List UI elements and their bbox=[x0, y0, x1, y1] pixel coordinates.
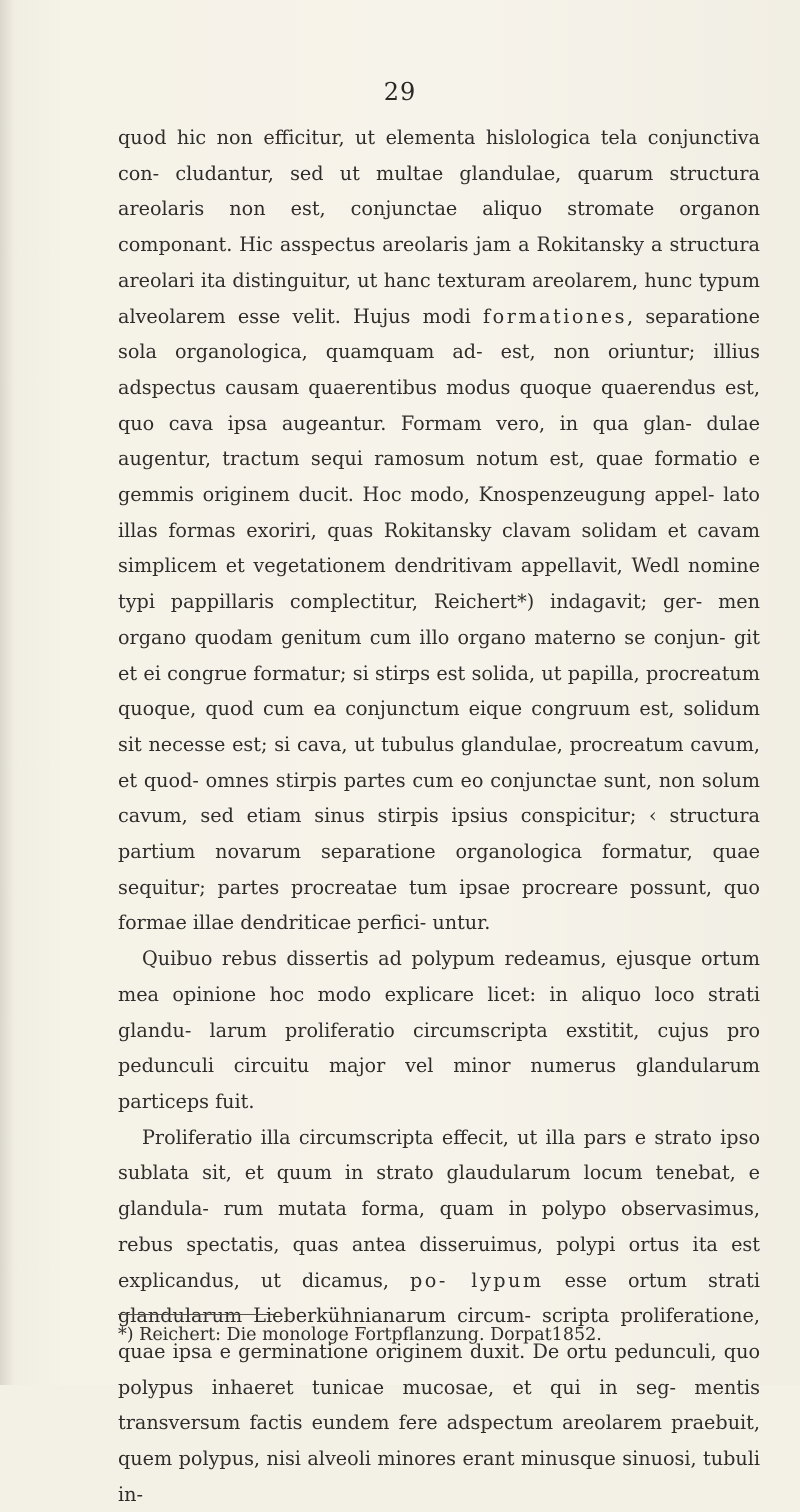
paragraph-1 bbox=[118, 120, 760, 941]
footnote-divider bbox=[118, 1314, 276, 1315]
paragraph-3-text-a: Proliferatio illa circumscripta effecit, ut illa pars e strato ipso sublata sit, et quum in strato glaudularum locum tenebat, e glandula- rum mutata forma, quam in polypo observasimus, rebus spectatis, quas antea disseruimus, polypi ortus ita est explicandus, ut dicamus, bbox=[118, 1125, 760, 1292]
paragraph-1-spaced-term: formationes bbox=[483, 304, 627, 328]
paragraph-1-text-a: quod hic non efficitur, ut elementa hislologica tela conjunctiva con- cludantur, sed ut multae glandulae, quarum structura areolaris non est, conjunctae aliquo stromate organon componant. Hic asspectus areolaris jam a Rokitansky a structura areolari ita distinguitur, ut hanc texturam areolarem, hunc typum alveolarem esse velit. Hujus modi bbox=[118, 126, 760, 328]
paragraph-3 bbox=[118, 1120, 760, 1512]
footnote: *) Reichert: Die monologe Fortpflanzung. Dorpat1852. bbox=[118, 1325, 602, 1345]
paragraph-2: Quibuo rebus dissertis ad polypum redeamus, ejusque ortum mea opinione hoc modo explicare licet: in aliquo loco strati glandu- larum proliferatio circumscripta exstitit, cujus pro pedunculi circuitu major vel minor numerus glandularum particeps fuit. bbox=[118, 947, 760, 1113]
paragraph-1-text-b: , separatione sola organologica, quamquam ad- est, non oriuntur; illius adspectus causam quaerentibus modus quoque quaerendus est, quo cava ipsa augeantur. Formam vero, in qua glan- dulae augentur, tractum sequi ramosum notum est, quae formatio e gemmis originem ducit. Hoc modo, Knospenzeugung appel- lato illas formas exoriri, quas Rokitansky clavam solidam et cavam simplicem et vegetationem dendritivam appellavit, Wedl nomine typi pappillaris complectitur, Reichert*) indagavit; ger- men organo quodam genitum cum illo organo materno se conjun- git et ei congrue formatur; si stirps est solida, ut papilla, procreatum quoque, quod cum ea conjunctum eique congruum est, solidum sit necesse est; si cava, ut tubulus glandulae, procreatum cavum, et quod- omnes stirpis partes cum eo conjunctae sunt, non solum cavum, sed etiam sinus stirpis ipsius conspicitur; ‹ structura partium novarum separatione organologica formatur, quae sequitur; partes procreatae tum ipsae procreare possunt, quo formae illae dendriticae perfici- untur. bbox=[118, 304, 760, 935]
page-number: 29 bbox=[383, 78, 417, 106]
spine-shadow bbox=[0, 0, 14, 1385]
body-text bbox=[118, 120, 760, 1512]
paragraph-3-text-b: esse ortum strati glandularum Lieberkühnianarum circum- scripta proliferatione, quae ipsa e germinatione originem duxit. De ortu pedunculi, quo polypus inhaeret tunicae mucosae, et qui in seg- mentis transversum factis eundem fere adspectum areolarem praebuit, quem polypus, nisi alveoli minores erant minusque sinuosi, tubuli in- bbox=[118, 1268, 760, 1506]
paragraph-3-spaced-term: po- lypum bbox=[410, 1268, 544, 1292]
